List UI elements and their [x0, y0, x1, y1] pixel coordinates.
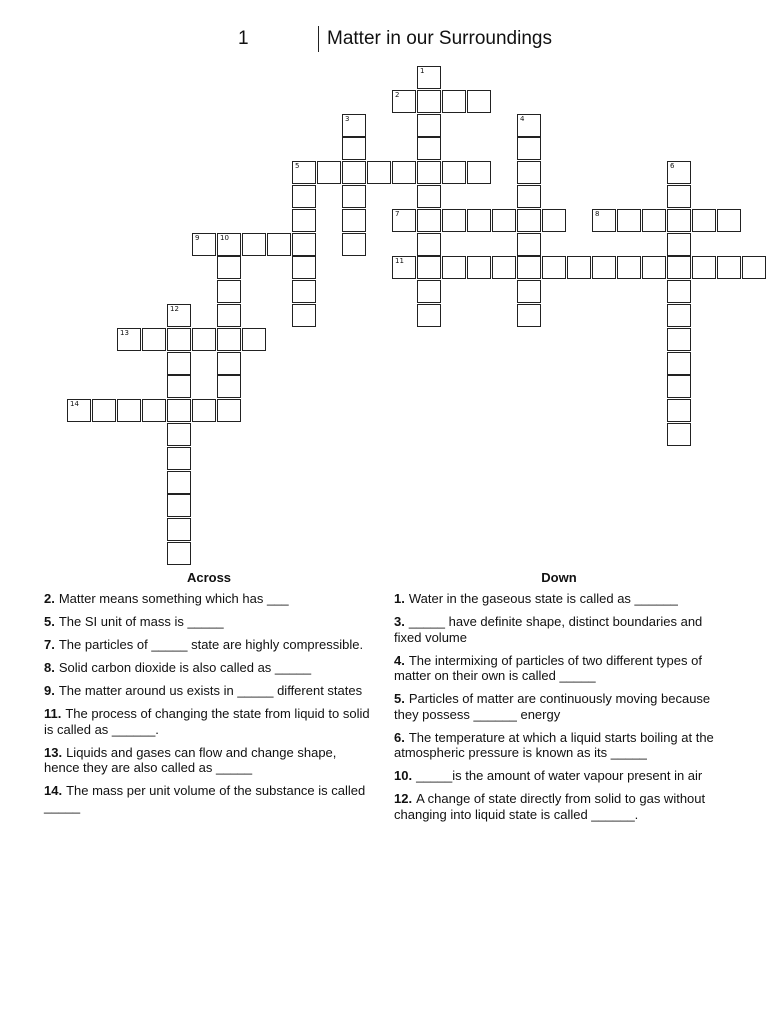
- crossword-cell[interactable]: [442, 90, 466, 113]
- crossword-cell[interactable]: [417, 114, 441, 137]
- crossword-cell[interactable]: [517, 161, 541, 184]
- crossword-cell[interactable]: [167, 423, 191, 446]
- crossword-cell[interactable]: [292, 280, 316, 303]
- cell-number: 10: [220, 233, 229, 242]
- crossword-cell[interactable]: [642, 209, 666, 232]
- crossword-cell[interactable]: [167, 542, 191, 565]
- crossword-cell[interactable]: [167, 518, 191, 541]
- crossword-cell[interactable]: [467, 90, 491, 113]
- crossword-cell[interactable]: [142, 399, 166, 422]
- clue-down-4: 4. The intermixing of particles of two different types of matter on their own is called _____: [394, 652, 702, 683]
- clue-down-10: 10. _____is the amount of water vapour present in air: [394, 768, 703, 783]
- crossword-cell[interactable]: [217, 304, 241, 327]
- crossword-cell[interactable]: [242, 328, 266, 351]
- crossword-cell[interactable]: [442, 161, 466, 184]
- crossword-cell[interactable]: [517, 185, 541, 208]
- down-clue-list: [394, 591, 724, 822]
- crossword-cell[interactable]: [192, 399, 216, 422]
- crossword-cell[interactable]: [417, 137, 441, 160]
- crossword-cell[interactable]: [292, 185, 316, 208]
- crossword-cell[interactable]: [467, 161, 491, 184]
- cell-number: 4: [520, 114, 525, 123]
- crossword-cell[interactable]: [117, 328, 141, 351]
- crossword-cell[interactable]: [517, 114, 541, 137]
- crossword-cell[interactable]: [692, 209, 716, 232]
- crossword-cell[interactable]: [567, 256, 591, 279]
- cell-number: 3: [345, 114, 350, 123]
- crossword-cell[interactable]: [417, 256, 441, 279]
- crossword-cell[interactable]: [542, 256, 566, 279]
- clue-across-7: 7. The particles of _____ state are highly compressible.: [44, 637, 364, 652]
- crossword-cell[interactable]: [292, 233, 316, 256]
- crossword-cell[interactable]: [92, 399, 116, 422]
- crossword-cell[interactable]: [67, 399, 91, 422]
- crossword-cell[interactable]: [642, 256, 666, 279]
- clue-down-6: 6. The temperature at which a liquid starts boiling at the atmospheric pressure is known as its _____: [394, 729, 714, 760]
- across-clues: [44, 570, 374, 822]
- crossword-cell[interactable]: [417, 304, 441, 327]
- page-title: Matter in our Surroundings: [327, 28, 552, 49]
- crossword-cell[interactable]: [492, 209, 516, 232]
- crossword-cell[interactable]: [217, 375, 241, 398]
- crossword-cell[interactable]: [342, 233, 366, 256]
- clue-down-5: 5. Particles of matter are continuously moving because they possess ______ energy: [394, 691, 711, 722]
- crossword-cell[interactable]: [217, 352, 241, 375]
- crossword-cell[interactable]: [192, 328, 216, 351]
- crossword-cell[interactable]: [417, 209, 441, 232]
- crossword-cell[interactable]: [667, 375, 691, 398]
- clue-across-11: 11. The process of changing the state from liquid to solid is called as ______.: [44, 706, 370, 737]
- crossword-cell[interactable]: [742, 256, 766, 279]
- crossword-cell[interactable]: [417, 280, 441, 303]
- clue-across-5: 5. The SI unit of mass is _____: [44, 614, 224, 629]
- crossword-cell[interactable]: [667, 256, 691, 279]
- cell-number: 14: [70, 400, 79, 409]
- crossword-cell[interactable]: [517, 233, 541, 256]
- crossword-cell[interactable]: [167, 494, 191, 517]
- clue-across-14: 14. The mass per unit volume of the substance is called _____: [44, 783, 366, 814]
- clue-down-1: 1. Water in the gaseous state is called as ______: [394, 591, 678, 606]
- clue-across-13: 13. Liquids and gases can flow and change shape, hence they are also called as _____: [44, 744, 337, 775]
- clue-down-12: 12. A change of state directly from solid to gas without changing into liquid state is called ______.: [394, 791, 706, 822]
- crossword-cell[interactable]: [617, 256, 641, 279]
- clue-across-2: 2. Matter means something which has ___: [44, 591, 289, 606]
- crossword-cell[interactable]: [167, 328, 191, 351]
- crossword-cell[interactable]: [217, 399, 241, 422]
- crossword-cell[interactable]: [167, 399, 191, 422]
- crossword-cell[interactable]: [217, 280, 241, 303]
- crossword-cell[interactable]: [242, 233, 266, 256]
- down-clues: [394, 570, 724, 830]
- crossword-cell[interactable]: [292, 209, 316, 232]
- crossword-cell[interactable]: [442, 209, 466, 232]
- cell-number: 9: [195, 233, 200, 242]
- crossword-cell[interactable]: [217, 328, 241, 351]
- crossword-cell[interactable]: [517, 137, 541, 160]
- crossword-cell[interactable]: [667, 209, 691, 232]
- crossword-cell[interactable]: [167, 352, 191, 375]
- crossword-cell[interactable]: [142, 328, 166, 351]
- crossword-cell[interactable]: [692, 256, 716, 279]
- crossword-cell[interactable]: [342, 137, 366, 160]
- crossword-cell[interactable]: [292, 161, 316, 184]
- crossword-cell[interactable]: [667, 304, 691, 327]
- across-heading: Across: [186, 570, 232, 585]
- crossword-cell[interactable]: [167, 375, 191, 398]
- crossword-cell[interactable]: [217, 233, 241, 256]
- crossword-cell[interactable]: [417, 66, 441, 89]
- crossword-cell[interactable]: [192, 233, 216, 256]
- crossword-cell[interactable]: [392, 256, 416, 279]
- crossword-cell[interactable]: [617, 209, 641, 232]
- crossword-cell[interactable]: [592, 209, 616, 232]
- crossword-cell[interactable]: [342, 161, 366, 184]
- clue-across-8: 8. Solid carbon dioxide is also called as _____: [44, 660, 312, 675]
- crossword-cell[interactable]: [667, 423, 691, 446]
- crossword-cell[interactable]: [442, 256, 466, 279]
- crossword-cell[interactable]: [592, 256, 616, 279]
- crossword-cell[interactable]: [342, 114, 366, 137]
- cell-number: 11: [395, 257, 404, 266]
- crossword-cell[interactable]: [317, 161, 341, 184]
- crossword-cell[interactable]: [117, 399, 141, 422]
- crossword-cell[interactable]: [667, 280, 691, 303]
- crossword-cell[interactable]: [517, 256, 541, 279]
- crossword-cell[interactable]: [392, 161, 416, 184]
- cell-number: 2: [395, 90, 400, 99]
- crossword-cell[interactable]: [667, 399, 691, 422]
- crossword-cell[interactable]: [367, 161, 391, 184]
- crossword-cell[interactable]: [417, 161, 441, 184]
- down-heading: Down: [541, 570, 577, 585]
- crossword-cell[interactable]: [667, 185, 691, 208]
- crossword-cell[interactable]: [542, 209, 566, 232]
- crossword-cell[interactable]: [517, 280, 541, 303]
- crossword-cell[interactable]: [342, 209, 366, 232]
- cell-number: 1: [420, 67, 425, 75]
- crossword-cell[interactable]: [292, 304, 316, 327]
- crossword-cell[interactable]: [717, 209, 741, 232]
- cell-number: 5: [295, 162, 300, 171]
- crossword-cell[interactable]: [667, 352, 691, 375]
- crossword-cell[interactable]: [167, 447, 191, 470]
- crossword-cell[interactable]: [492, 256, 516, 279]
- clue-down-3: 3. _____ have definite shape, distinct boundaries and fixed volume: [394, 614, 703, 645]
- crossword-cell[interactable]: [292, 256, 316, 279]
- crossword-cell[interactable]: [167, 304, 191, 327]
- cell-number: 8: [595, 209, 600, 218]
- crossword-cell[interactable]: [417, 233, 441, 256]
- crossword-cell[interactable]: [517, 304, 541, 327]
- crossword-cell[interactable]: [392, 90, 416, 113]
- cell-number: 6: [670, 162, 675, 171]
- crossword-cell[interactable]: [417, 90, 441, 113]
- cell-number: 7: [395, 209, 400, 218]
- across-clue-list: [44, 591, 374, 814]
- crossword-cell[interactable]: [417, 185, 441, 208]
- crossword-cell[interactable]: [467, 209, 491, 232]
- crossword-cell[interactable]: [667, 161, 691, 184]
- crossword-cell[interactable]: [717, 256, 741, 279]
- crossword-cell[interactable]: [342, 185, 366, 208]
- crossword-cell[interactable]: [467, 256, 491, 279]
- cell-number: 12: [170, 305, 179, 313]
- page-number: 1: [238, 28, 249, 49]
- clue-across-9: 9. The matter around us exists in _____ different states: [44, 683, 363, 698]
- crossword-cell[interactable]: [517, 209, 541, 232]
- crossword-cell[interactable]: [667, 328, 691, 351]
- crossword-cell[interactable]: [217, 256, 241, 279]
- crossword-cell[interactable]: [167, 471, 191, 494]
- crossword-cell[interactable]: [392, 209, 416, 232]
- cell-number: 13: [120, 328, 129, 337]
- crossword-cell[interactable]: [267, 233, 291, 256]
- crossword-cell[interactable]: [667, 233, 691, 256]
